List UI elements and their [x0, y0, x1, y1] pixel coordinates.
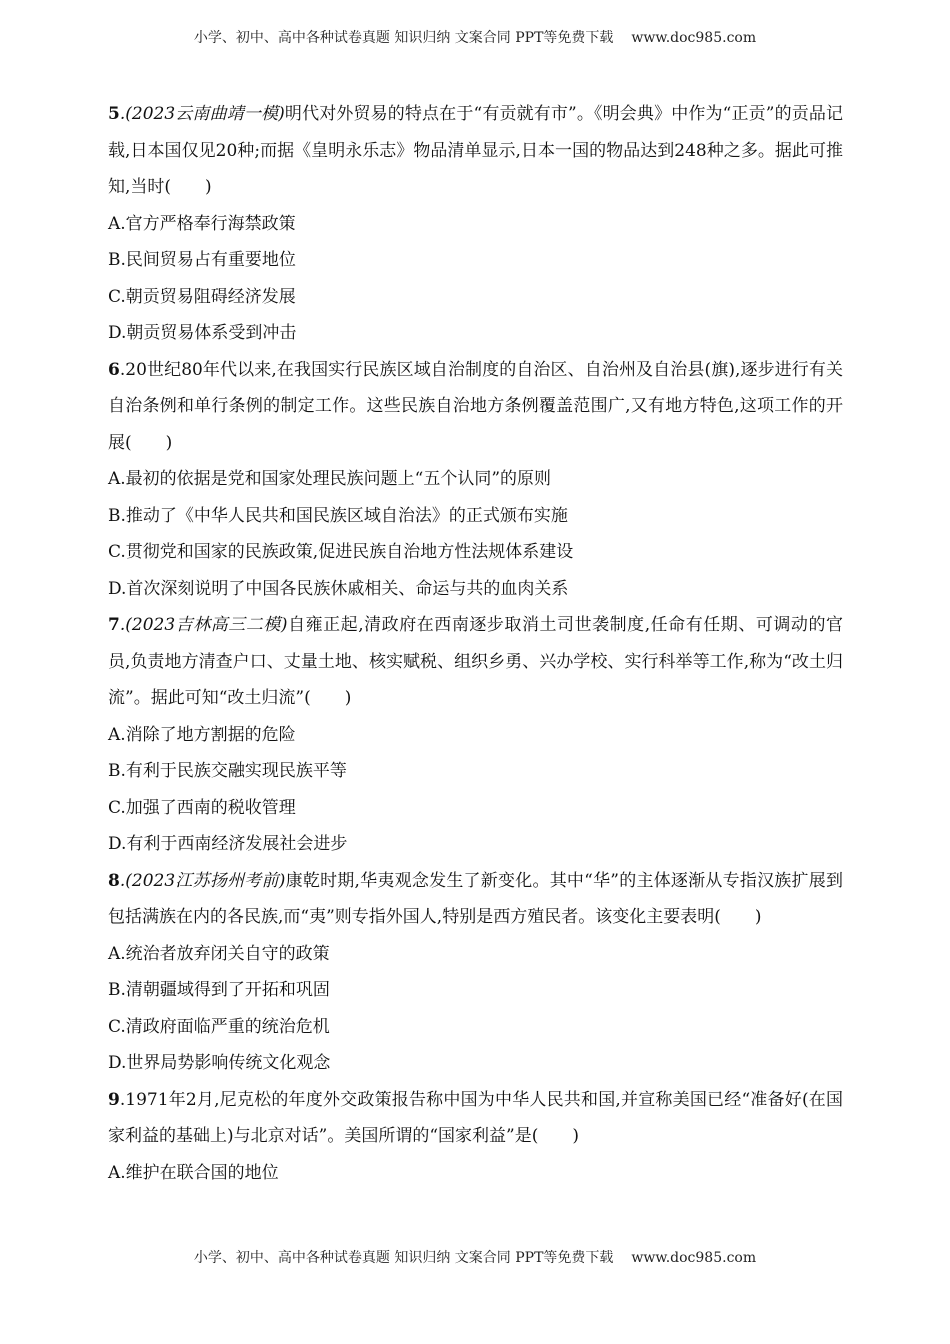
question-stem: [108, 863, 843, 936]
option-a: A.消除了地方割据的危险: [108, 724, 296, 745]
question-list: [108, 96, 843, 1191]
option-b: B.民间贸易占有重要地位: [108, 250, 296, 270]
question-5: [108, 96, 843, 352]
question-8: [108, 863, 843, 1082]
question-number: 7: [108, 615, 120, 635]
question-source: .(2023云南曲靖一模): [119, 104, 285, 124]
question-7: [108, 607, 843, 863]
question-number: 9: [108, 1089, 120, 1110]
footer-text: 小学、初中、高中各种试卷真题 知识归纳 文案合同 PPT等免费下载: [193, 1250, 614, 1266]
header-url[interactable]: www.doc985.com: [631, 30, 757, 46]
question-stem: [108, 352, 843, 462]
option-c: C.加强了西南的税收管理: [108, 797, 296, 818]
footer-url[interactable]: www.doc985.com: [631, 1250, 757, 1266]
option-c: C.朝贡贸易阻碍经济发展: [108, 286, 296, 307]
option-d: D.朝贡贸易体系受到冲击: [108, 323, 297, 343]
option-d: D.首次深刻说明了中国各民族休戚相关、命运与共的血肉关系: [108, 578, 569, 599]
question-stem: [108, 1082, 843, 1155]
option-b: B.有利于民族交融实现民族平等: [108, 761, 347, 781]
page-header: [0, 27, 950, 47]
question-text: 自雍正起,清政府在西南逐步取消土司世袭制度,任命有任期、可调动的官员,负责地方清查户口、丈量土地、核实赋税、组织乡勇、兴办学校、实行科举等工作,称为“改土归流”。据此可知“改土归流”( ): [108, 615, 843, 708]
question-number: 6: [108, 359, 120, 380]
option-c: C.清政府面临严重的统治危机: [108, 1016, 330, 1037]
option-a: A.官方严格奉行海禁政策: [108, 213, 296, 234]
header-text: 小学、初中、高中各种试卷真题 知识归纳 文案合同 PPT等免费下载: [193, 30, 614, 46]
option-a: A.统治者放弃闭关自守的政策: [108, 943, 330, 964]
question-text: .20世纪80年代以来,在我国实行民族区域自治制度的自治区、自治州及自治县(旗),逐步进行有关自治条例和单行条例的制定工作。这些民族自治地方条例覆盖范围广,又有地方特色,这项工作的开展( ): [108, 359, 843, 453]
question-number: 5: [108, 104, 120, 124]
question-text: 明代对外贸易的特点在于“有贡就有市”。《明会典》中作为“正贡”的贡品记载,日本国仅见20种;而据《皇明永乐志》物品清单显示,日本一国的物品达到248种之多。据此可推知,当时( ): [108, 104, 844, 197]
question-source: .(2023江苏扬州考前): [119, 870, 286, 891]
question-text: 康乾时期,华夷观念发生了新变化。其中“华”的主体逐渐从专指汉族扩展到包括满族在内的各民族,而“夷”则专指外国人,特别是西方殖民者。该变化主要表明( ): [108, 870, 843, 927]
option-b: B.推动了《中华人民共和国民族区域自治法》的正式颁布实施: [108, 505, 568, 526]
question-6: [108, 352, 843, 608]
option-c: C.贯彻党和国家的民族政策,促进民族自治地方性法规体系建设: [108, 542, 574, 562]
question-9: [108, 1082, 843, 1192]
question-source: .(2023吉林高三二模): [119, 615, 288, 635]
option-b: B.清朝疆域得到了开拓和巩固: [108, 980, 330, 1000]
option-a: A.维护在联合国的地位: [108, 1162, 279, 1183]
question-number: 8: [108, 870, 120, 891]
question-stem: [108, 607, 843, 717]
question-text: .1971年2月,尼克松的年度外交政策报告称中国为中华人民共和国,并宣称美国已经“准备好(在国家利益的基础上)与北京对话”。美国所谓的“国家利益”是( ): [108, 1089, 843, 1146]
option-d: D.有利于西南经济发展社会进步: [108, 834, 348, 854]
page-footer: [0, 1247, 950, 1267]
question-stem: [108, 96, 843, 206]
option-a: A.最初的依据是党和国家处理民族问题上“五个认同”的原则: [108, 469, 552, 489]
option-d: D.世界局势影响传统文化观念: [108, 1053, 331, 1073]
